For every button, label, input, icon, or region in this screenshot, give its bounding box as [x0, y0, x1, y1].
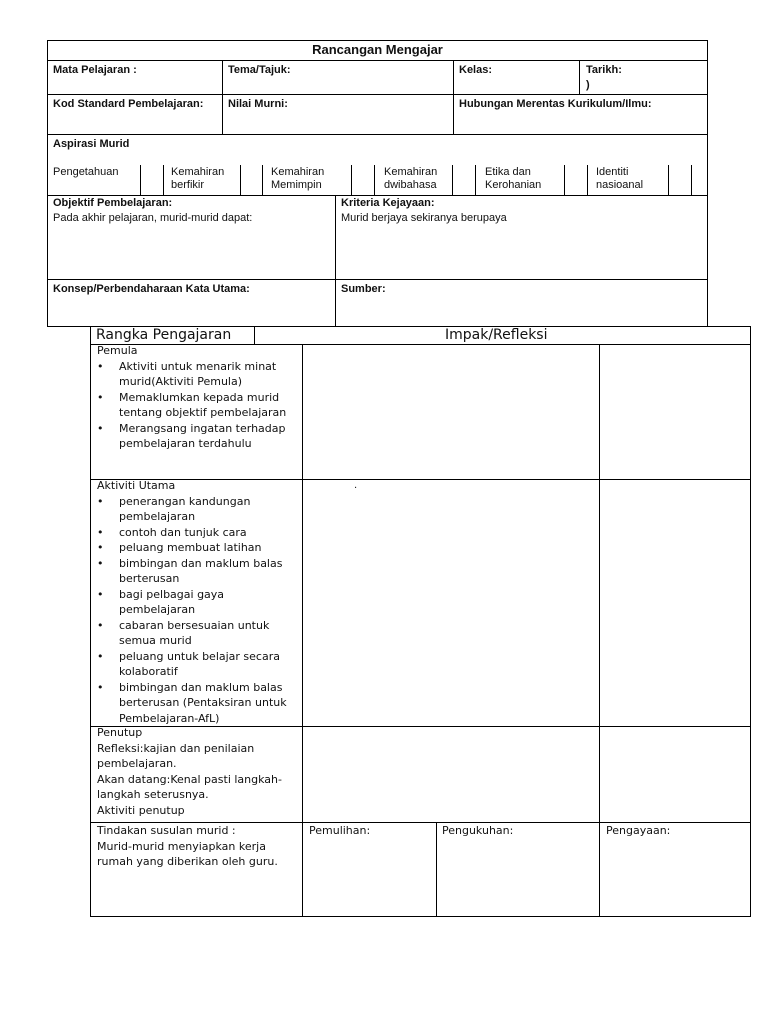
- list-item: • Merangsang ingatan terhadap pembelajaran terdahulu: [97, 421, 297, 452]
- penutup-line: Aktiviti penutup: [97, 803, 185, 817]
- aspirasi-heading: Aspirasi Murid: [53, 138, 130, 150]
- kelas-label: Kelas:: [459, 64, 493, 76]
- checkbox-divider: [452, 165, 453, 195]
- checkbox-divider: [351, 165, 352, 195]
- aspirasi-item: [384, 166, 437, 192]
- table-border: [750, 326, 751, 917]
- kriteria-heading: Kriteria Kejayaan:: [341, 197, 435, 209]
- penutup-line: Penutup: [97, 726, 143, 739]
- pemula-title: Pemula: [97, 344, 138, 357]
- sumber-label: Sumber:: [341, 283, 386, 295]
- konsep-label: Konsep/Perbendaharaan Kata Utama:: [53, 283, 250, 295]
- list-item: • Memaklumkan kepada murid tentang objektif pembelajaran: [97, 390, 297, 421]
- list-item: • Aktiviti untuk menarik minat murid(Aktiviti Pemula): [97, 359, 297, 390]
- aspirasi-item: [53, 166, 118, 179]
- checkbox-divider: [240, 165, 241, 195]
- checkbox-divider: [668, 165, 669, 195]
- row-divider: [47, 94, 708, 95]
- table-border: [90, 326, 91, 917]
- objektif-text: Pada akhir pelajaran, murid-murid dapat:: [53, 212, 253, 224]
- aspirasi-item-label: Pengetahuan: [53, 166, 119, 178]
- aspirasi-item-label: Memimpin: [271, 179, 322, 191]
- aspirasi-item-label: nasioanal: [596, 179, 644, 191]
- aspirasi-item-label: berfikir: [171, 179, 205, 191]
- pemula-section: [97, 343, 297, 452]
- kriteria-text: Murid berjaya sekiranya berupaya: [341, 212, 507, 224]
- penutup-section: [97, 725, 297, 818]
- column-divider: [335, 195, 336, 327]
- checkbox-divider: [262, 165, 263, 195]
- form-title: Rancangan Mengajar: [312, 42, 443, 57]
- aspirasi-item: [596, 166, 643, 192]
- mata-pelajaran-label: Mata Pelajaran :: [53, 64, 137, 76]
- tindakan-title: Tindakan susulan murid :: [97, 824, 236, 837]
- row-divider: [47, 279, 708, 280]
- tema-tajuk-label: Tema/Tajuk:: [228, 64, 291, 76]
- aspirasi-item-label: dwibahasa: [384, 179, 437, 191]
- list-item: • cabaran bersesuaian untuk semua murid: [97, 618, 297, 649]
- tarikh-label: Tarikh:: [586, 64, 622, 76]
- aspirasi-item-label: Kemahiran: [171, 166, 225, 178]
- list-item: • bimbingan dan maklum balas berterusan (Pentaksiran untuk Pembelajaran-AfL): [97, 680, 297, 727]
- aspirasi-item-label: Etika dan: [485, 166, 531, 178]
- checkbox-divider: [564, 165, 565, 195]
- list-item: • penerangan kandungan pembelajaran: [97, 494, 297, 525]
- column-divider: [599, 344, 600, 917]
- row-divider: [47, 134, 708, 135]
- aktiviti-utama-section: [97, 478, 297, 726]
- column-divider: [579, 60, 580, 95]
- kod-standard-label: Kod Standard Pembelajaran:: [53, 98, 204, 110]
- column-divider: [436, 822, 437, 917]
- aspirasi-item: [271, 166, 324, 192]
- column-divider: [222, 60, 223, 135]
- hubungan-label: Hubungan Merentas Kurikulum/Ilmu:: [459, 98, 652, 110]
- checkbox-divider: [587, 165, 588, 195]
- rangka-pengajaran-header: Rangka Pengajaran: [96, 327, 232, 343]
- aspirasi-item-label: Kemahiran: [384, 166, 438, 178]
- list-item: • bimbingan dan maklum balas berterusan: [97, 556, 297, 587]
- pengukuhan-label: Pengukuhan:: [442, 824, 514, 837]
- pemulihan-label: Pemulihan:: [309, 824, 371, 837]
- checkbox-divider: [140, 165, 141, 195]
- row-divider: [47, 195, 708, 196]
- checkbox-divider: [163, 165, 164, 195]
- penutup-line: Akan datang:Kenal pasti langkah-langkah seterusnya.: [97, 772, 282, 801]
- penutup-line: Refleksi:kajian dan penilaian pembelajaran.: [97, 741, 255, 770]
- tindakan-text: Murid-murid menyiapkan kerja rumah yang diberikan oleh guru.: [97, 839, 278, 868]
- table-border: [707, 40, 708, 327]
- list-item: • peluang membuat latihan: [97, 540, 297, 556]
- nilai-murni-label: Nilai Murni:: [228, 98, 288, 110]
- objektif-heading: Objektif Pembelajaran:: [53, 197, 173, 209]
- table-border: [47, 40, 708, 41]
- checkbox-divider: [374, 165, 375, 195]
- aspirasi-item-label: Kemahiran: [271, 166, 325, 178]
- aspirasi-item-label: Kerohanian: [485, 179, 542, 191]
- impak-refleksi-header: Impak/Refleksi: [445, 327, 548, 343]
- stray-dot: .: [354, 480, 358, 491]
- tindakan-section: [97, 823, 297, 870]
- aktiviti-utama-title: Aktiviti Utama: [97, 479, 176, 492]
- aspirasi-item-label: Identiti: [596, 166, 629, 178]
- list-item: • bagi pelbagai gaya pembelajaran: [97, 587, 297, 618]
- checkbox-divider: [691, 165, 692, 195]
- column-divider: [453, 60, 454, 135]
- table-border: [90, 916, 751, 917]
- checkbox-divider: [475, 165, 476, 195]
- list-item: • peluang untuk belajar secara kolaboratif: [97, 649, 297, 680]
- tarikh-paren: ): [586, 79, 590, 91]
- column-divider: [302, 344, 303, 917]
- list-item: • contoh dan tunjuk cara: [97, 525, 297, 541]
- aspirasi-item: [171, 166, 224, 192]
- pengayaan-label: Pengayaan:: [606, 824, 671, 837]
- row-divider: [47, 60, 708, 61]
- table-border: [47, 40, 48, 327]
- aspirasi-item: [485, 166, 541, 192]
